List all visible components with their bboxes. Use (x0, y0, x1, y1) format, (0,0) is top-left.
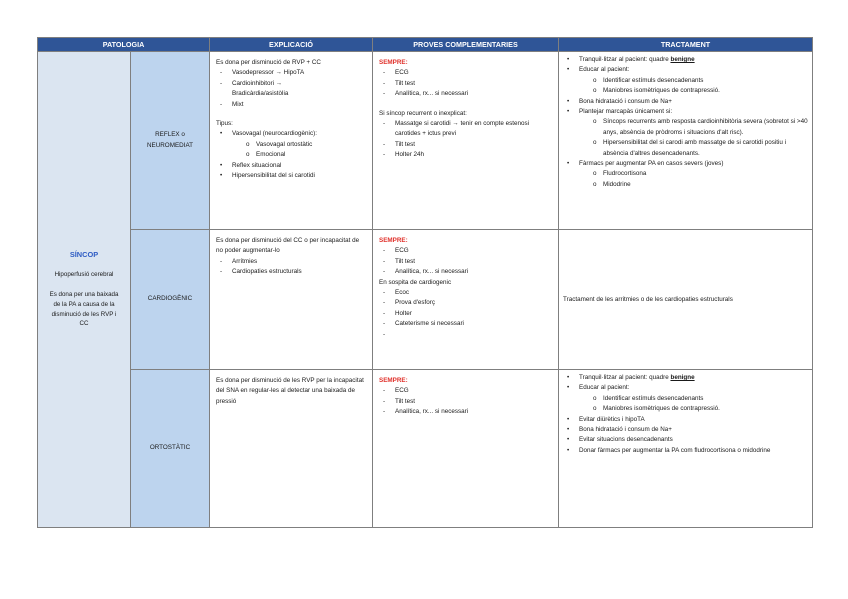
proves-recurrent-label: Si síncop recurrent o inexplicat: (379, 109, 467, 117)
proves-item: - Analítica, rx... si necessari (379, 89, 552, 99)
proves-sospita-label: En sospita de cardiogenic (379, 278, 452, 286)
subtype-cardiogenic-label: CARDIOGÈNIC (147, 295, 193, 303)
header-patologia: PATOLOGIA (38, 38, 210, 52)
pathology-title: SÍNCOP (69, 249, 99, 259)
proves-item: - Ecoc (379, 288, 552, 298)
explicacio-item: - Cardioinhibitori → (216, 79, 366, 89)
tipus-subitem: o Vasovagal ortostàtic (216, 140, 366, 150)
proves-ortostatic (373, 370, 559, 528)
explicacio-intro: Es dona per disminució de RVP + CC (216, 59, 321, 66)
tractament-subitem: o Maniobres isomètriques de contrapressió. (563, 404, 808, 414)
tractament-item (563, 55, 808, 65)
explicacio-item: - Vasodepressor → HipoTA (216, 68, 366, 78)
tractament-item: • Donar fàrmacs per augmentar la PA com fludrocortisona o midodrine (563, 446, 808, 456)
tractament-ortostatic (559, 370, 813, 528)
explicacio-item: - Cardiopaties estructurals (216, 267, 366, 277)
tractament-subitem: o Síncops recurrents amb resposta cardioinhibitòria severa (sobretot si >40 anys, absència de pròdroms i situacions d'alt risc). (563, 117, 808, 138)
sempre-label: SEMPRE: (379, 59, 408, 66)
explicacio-intro: Es dona per disminució de les RVP per la incapacitat del SNA en regular-les al detectar una baixada de pressió (216, 377, 364, 405)
tractament-item: • Bona hidratació i consum de Na+ (563, 97, 808, 107)
tractament-item: • Plantejar marcapàs únicament si: (563, 107, 808, 117)
tractament-item: • Educar al pacient: (563, 383, 808, 393)
document-page (37, 37, 812, 527)
proves-item: - Tilt test (379, 140, 552, 150)
proves-item: - Tilt test (379, 257, 552, 267)
explicacio-reflex (210, 52, 373, 230)
proves-reflex (373, 52, 559, 230)
header-explicacio: EXPLICACIÓ (210, 38, 373, 52)
proves-item: - ECG (379, 68, 552, 78)
tractament-emph: benigne (670, 374, 695, 381)
explicacio-item: - Arrítmies (216, 257, 366, 267)
header-row (38, 38, 813, 52)
subtype-ortostatic-label: ORTOSTÀTIC (149, 444, 191, 452)
tractament-item: • Evitar diürètics i hipoTA (563, 415, 808, 425)
subtype-cardiogenic (131, 230, 210, 370)
tractament-cardiogenic (559, 230, 813, 370)
table-row-cardiogenic (38, 230, 813, 370)
explicacio-item: - Mixt (216, 100, 366, 110)
tractament-subitem: o Identificar estímuls desencadenants (563, 394, 808, 404)
tractament-subitem: o Hipersensibilitat del si carodi amb massatge de si carotidi positiu i absència d'altres desencadenants. (563, 138, 808, 159)
pathology-line2: Es dona per una baixada de la PA a causa de la disminució de les RVP i CC (49, 291, 119, 328)
pathology-cell (38, 52, 131, 528)
proves-item: - Holter (379, 309, 552, 319)
tipus-item: • Hipersensibilitat del si carotidi (216, 171, 366, 181)
tractament-text: Tranquil·litzar al pacient: quadre (579, 374, 671, 381)
tractament-item (563, 373, 808, 383)
proves-item: - Tilt test (379, 79, 552, 89)
tractament-subitem: o Identificar estímuls desencadenants (563, 76, 808, 86)
explicacio-ortostatic (210, 370, 373, 528)
subtype-reflex-label: REFLEX o NEUROMEDIAT (146, 131, 194, 149)
proves-item: - Tilt test (379, 397, 552, 407)
tipus-item: • Vasovagal (neurocardiogènic): (216, 129, 366, 139)
tipus-subitem: o Emocional (216, 150, 366, 160)
explicacio-item: Bradicàrdia/asistòlia (232, 90, 289, 98)
tractament-emph: benigne (670, 56, 695, 63)
proves-item: - Prova d'esforç (379, 298, 552, 308)
proves-item: - Analítica, rx... si necessari (379, 267, 552, 277)
header-proves: PROVES COMPLEMENTARIES (373, 38, 559, 52)
tractament-text: Tranquil·litzar al pacient: quadre (579, 56, 671, 63)
proves-item: - Cateterisme si necessari (379, 319, 552, 329)
tractament-reflex (559, 52, 813, 230)
tractament-subitem: o Midodrine (563, 180, 808, 190)
syncope-table (37, 37, 813, 528)
table-row-reflex (38, 52, 813, 230)
tractament-text: Tractament de les arritmies o de les cardiopaties estructurals (563, 295, 733, 303)
proves-item: - Analítica, rx... si necessari (379, 407, 552, 417)
sempre-label: SEMPRE: (379, 237, 408, 244)
header-tractament: TRACTAMENT (559, 38, 813, 52)
proves-item: - ECG (379, 386, 552, 396)
tractament-item: • Educar al pacient: (563, 65, 808, 75)
sempre-label: SEMPRE: (379, 377, 408, 384)
table-row-ortostatic (38, 370, 813, 528)
proves-item: - Holter 24h (379, 150, 552, 160)
tractament-subitem: o Fludrocortisona (563, 169, 808, 179)
explicacio-cardiogenic (210, 230, 373, 370)
subtype-reflex (131, 52, 210, 230)
proves-cardiogenic (373, 230, 559, 370)
tipus-label: Tipus: (216, 120, 233, 128)
tractament-item: • Bona hidratació i consum de Na+ (563, 425, 808, 435)
subtype-ortostatic (131, 370, 210, 528)
pathology-line1: Hipoperfusió cerebral (54, 271, 114, 279)
explicacio-intro: Es dona per disminució del CC o per incapacitat de no poder augmentar-lo (216, 237, 360, 255)
tractament-item: • Evitar situacions desencadenants (563, 435, 808, 445)
proves-item: - ECG (379, 246, 552, 256)
tipus-item: • Reflex situacional (216, 161, 366, 171)
proves-item: - Massatge si carotidi → tenir en compte estenosi carotides + ictus previ (379, 119, 552, 140)
tractament-subitem: o Maniobres isomètriques de contrapressió. (563, 86, 808, 96)
tractament-item: • Fàrmacs per augmentar PA en casos severs (joves) (563, 159, 808, 169)
